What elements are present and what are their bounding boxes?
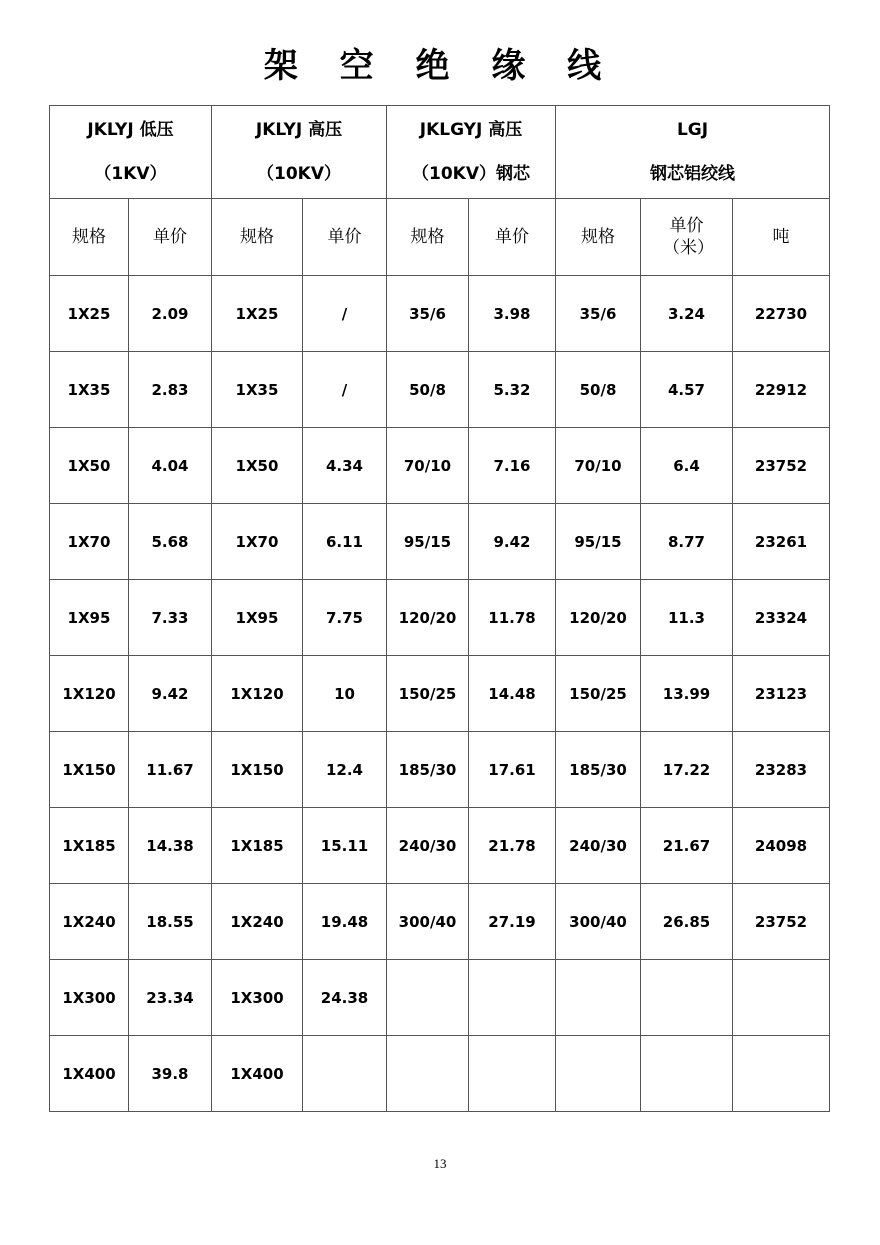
table-cell bbox=[469, 960, 556, 1036]
table-row bbox=[50, 352, 830, 428]
sub-header-cell: 单价 bbox=[469, 199, 556, 276]
table-row bbox=[50, 884, 830, 960]
table-cell: 1X50 bbox=[50, 428, 129, 504]
table-cell: 35/6 bbox=[387, 276, 469, 352]
table-cell bbox=[387, 960, 469, 1036]
table-cell: 3.98 bbox=[469, 276, 556, 352]
table-cell: 240/30 bbox=[556, 808, 641, 884]
table-cell: 1X70 bbox=[50, 504, 129, 580]
table-cell: 15.11 bbox=[303, 808, 387, 884]
group-header-line2: 钢芯铝绞线 bbox=[650, 164, 736, 184]
sub-header-cell: 规格 bbox=[556, 199, 641, 276]
table-cell: 1X400 bbox=[50, 1036, 129, 1112]
table-cell: 1X240 bbox=[50, 884, 129, 960]
table-cell: 185/30 bbox=[556, 732, 641, 808]
table-cell: 185/30 bbox=[387, 732, 469, 808]
table-cell: 11.78 bbox=[469, 580, 556, 656]
table-row bbox=[50, 504, 830, 580]
table-cell: 1X50 bbox=[212, 428, 303, 504]
table-cell: 9.42 bbox=[469, 504, 556, 580]
table-cell: 150/25 bbox=[387, 656, 469, 732]
table-cell: 300/40 bbox=[387, 884, 469, 960]
group-header-cell bbox=[556, 106, 830, 199]
table-cell: 26.85 bbox=[641, 884, 733, 960]
page-number: 13 bbox=[433, 1156, 447, 1171]
sub-header-cell: 单价 bbox=[303, 199, 387, 276]
table-cell bbox=[641, 1036, 733, 1112]
table-row bbox=[50, 428, 830, 504]
table-cell: 95/15 bbox=[556, 504, 641, 580]
table-cell: 4.57 bbox=[641, 352, 733, 428]
table-cell: 70/10 bbox=[387, 428, 469, 504]
table-cell: 4.04 bbox=[129, 428, 212, 504]
table-row bbox=[50, 276, 830, 352]
table-cell: 18.55 bbox=[129, 884, 212, 960]
group-header-cell bbox=[50, 106, 212, 199]
table-cell bbox=[387, 1036, 469, 1112]
table-cell: 1X95 bbox=[212, 580, 303, 656]
table-cell: 23261 bbox=[733, 504, 830, 580]
group-header-line1: JKLYJ 低压 bbox=[87, 120, 174, 140]
table-cell: 13.99 bbox=[641, 656, 733, 732]
table-cell: 23.34 bbox=[129, 960, 212, 1036]
table-cell: 27.19 bbox=[469, 884, 556, 960]
table-cell bbox=[303, 1036, 387, 1112]
table-cell: 5.32 bbox=[469, 352, 556, 428]
table-cell: 10 bbox=[303, 656, 387, 732]
table-cell: 24098 bbox=[733, 808, 830, 884]
table-cell: 11.3 bbox=[641, 580, 733, 656]
table-cell: 1X120 bbox=[50, 656, 129, 732]
table-cell: 4.34 bbox=[303, 428, 387, 504]
sub-header-cell: 单价 bbox=[129, 199, 212, 276]
table-cell: 1X35 bbox=[50, 352, 129, 428]
table-cell: 120/20 bbox=[556, 580, 641, 656]
table-cell: / bbox=[303, 276, 387, 352]
group-header-cell bbox=[387, 106, 556, 199]
table-cell: 11.67 bbox=[129, 732, 212, 808]
table-cell: 150/25 bbox=[556, 656, 641, 732]
table-cell: 35/6 bbox=[556, 276, 641, 352]
table-cell bbox=[556, 1036, 641, 1112]
table-cell bbox=[469, 1036, 556, 1112]
table-cell: 24.38 bbox=[303, 960, 387, 1036]
table-cell: 50/8 bbox=[556, 352, 641, 428]
table-cell: 6.4 bbox=[641, 428, 733, 504]
table-cell: 14.38 bbox=[129, 808, 212, 884]
group-header-line1: LGJ bbox=[676, 120, 709, 140]
table-cell: 23752 bbox=[733, 884, 830, 960]
table-cell: 21.67 bbox=[641, 808, 733, 884]
price-table-body bbox=[50, 106, 830, 1112]
sub-header-row bbox=[50, 199, 830, 276]
table-cell: 50/8 bbox=[387, 352, 469, 428]
table-row bbox=[50, 960, 830, 1036]
table-cell: 1X120 bbox=[212, 656, 303, 732]
table-cell: / bbox=[303, 352, 387, 428]
sub-header-cell: 规格 bbox=[50, 199, 129, 276]
table-cell: 1X25 bbox=[212, 276, 303, 352]
table-cell: 3.24 bbox=[641, 276, 733, 352]
table-cell: 1X70 bbox=[212, 504, 303, 580]
table-cell: 14.48 bbox=[469, 656, 556, 732]
sub-header-cell: 单价（米） bbox=[641, 199, 733, 276]
table-cell: 8.77 bbox=[641, 504, 733, 580]
table-cell: 1X300 bbox=[50, 960, 129, 1036]
group-header-line1: JKLGYJ 高压 bbox=[419, 120, 523, 140]
table-cell: 23283 bbox=[733, 732, 830, 808]
table-cell: 21.78 bbox=[469, 808, 556, 884]
table-row bbox=[50, 656, 830, 732]
group-header-line1: JKLYJ 高压 bbox=[255, 120, 343, 140]
table-cell bbox=[733, 960, 830, 1036]
table-cell: 19.48 bbox=[303, 884, 387, 960]
table-cell: 1X400 bbox=[212, 1036, 303, 1112]
sub-header-cell: 吨 bbox=[733, 199, 830, 276]
group-header-row bbox=[50, 106, 830, 199]
table-cell: 2.83 bbox=[129, 352, 212, 428]
table-cell: 22912 bbox=[733, 352, 830, 428]
table-cell: 300/40 bbox=[556, 884, 641, 960]
page-title: 架 空 绝 缘 线 bbox=[263, 46, 617, 86]
table-cell: 120/20 bbox=[387, 580, 469, 656]
table-cell: 12.4 bbox=[303, 732, 387, 808]
group-header-line2: （10KV） bbox=[257, 164, 341, 184]
table-cell: 1X240 bbox=[212, 884, 303, 960]
table-row bbox=[50, 580, 830, 656]
table-cell: 1X150 bbox=[212, 732, 303, 808]
table-cell bbox=[556, 960, 641, 1036]
table-cell: 95/15 bbox=[387, 504, 469, 580]
table-cell: 6.11 bbox=[303, 504, 387, 580]
table-cell: 1X185 bbox=[50, 808, 129, 884]
table-cell: 23752 bbox=[733, 428, 830, 504]
price-table bbox=[49, 105, 830, 1112]
table-cell: 1X150 bbox=[50, 732, 129, 808]
table-cell: 17.22 bbox=[641, 732, 733, 808]
table-cell: 240/30 bbox=[387, 808, 469, 884]
table-cell: 7.16 bbox=[469, 428, 556, 504]
table-cell: 23123 bbox=[733, 656, 830, 732]
sub-header-cell: 规格 bbox=[212, 199, 303, 276]
table-cell: 7.75 bbox=[303, 580, 387, 656]
table-cell: 1X35 bbox=[212, 352, 303, 428]
table-cell: 22730 bbox=[733, 276, 830, 352]
table-cell: 1X300 bbox=[212, 960, 303, 1036]
group-header-cell bbox=[212, 106, 387, 199]
group-header-line2: （10KV）钢芯 bbox=[412, 164, 530, 184]
table-row bbox=[50, 732, 830, 808]
table-cell: 70/10 bbox=[556, 428, 641, 504]
table-cell: 7.33 bbox=[129, 580, 212, 656]
table-cell bbox=[641, 960, 733, 1036]
table-cell: 9.42 bbox=[129, 656, 212, 732]
group-header-line2: （1KV） bbox=[94, 164, 167, 184]
table-cell: 23324 bbox=[733, 580, 830, 656]
table-cell bbox=[733, 1036, 830, 1112]
table-cell: 17.61 bbox=[469, 732, 556, 808]
table-cell: 39.8 bbox=[129, 1036, 212, 1112]
table-row bbox=[50, 808, 830, 884]
table-cell: 1X25 bbox=[50, 276, 129, 352]
sub-header-cell: 规格 bbox=[387, 199, 469, 276]
table-cell: 5.68 bbox=[129, 504, 212, 580]
table-cell: 2.09 bbox=[129, 276, 212, 352]
table-cell: 1X95 bbox=[50, 580, 129, 656]
table-row bbox=[50, 1036, 830, 1112]
table-cell: 1X185 bbox=[212, 808, 303, 884]
